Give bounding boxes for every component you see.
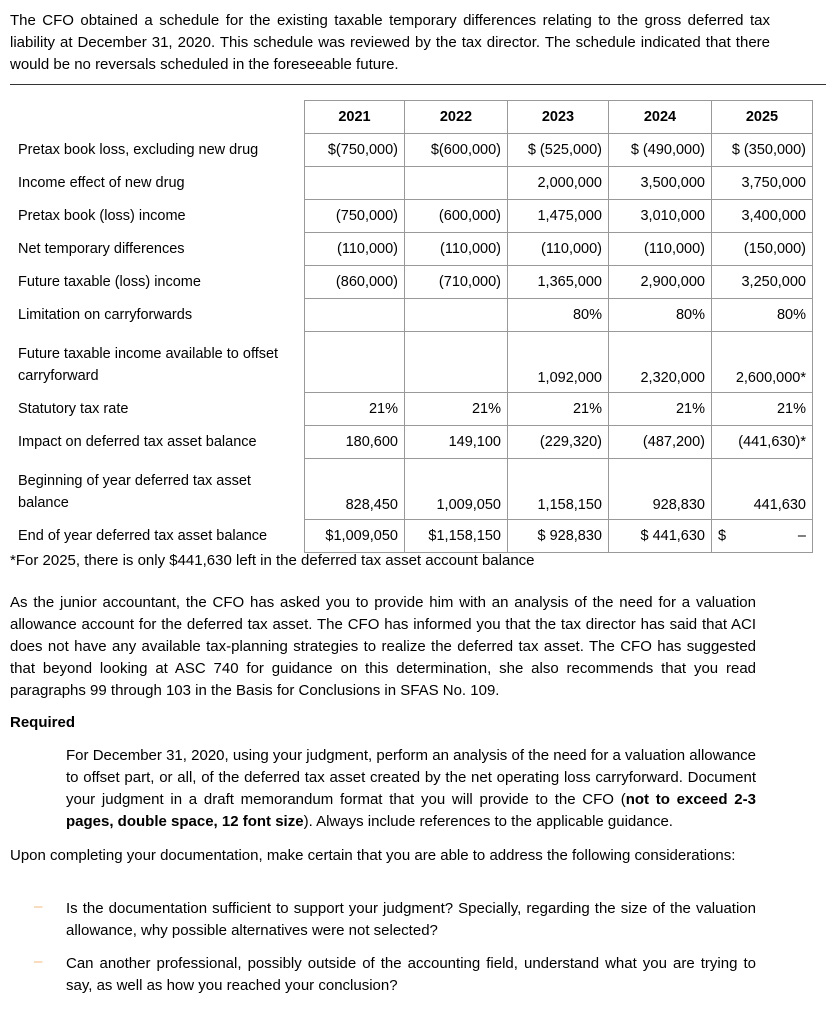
table-cell [712,520,813,553]
year-header: 2024 [609,101,712,134]
row-label: Future taxable income available to offset carryforward [18,345,279,384]
table-cell: 21% [609,393,712,426]
required-text [66,745,756,833]
table-cell: (110,000) [405,233,508,266]
required-text-bold: not to exceed 2-3 pages, double space, 12 font size [66,791,756,830]
table-row [10,393,813,426]
table-cell: $1,158,150 [405,520,508,553]
table-cell: $1,009,050 [305,520,405,553]
schedule-table [10,100,813,553]
required-text-start: For December 31, 2020, using your judgment, perform an analysis of the need for a valuation allowance to offset part, or all, of the deferred tax asset created by the net operating loss carryforward. Document your judgment in a draft memorandum format that you will provide to the CFO ( [66,747,756,808]
bullet-dash-icon: – [34,953,43,970]
row-label: Pretax book (loss) income [18,208,186,224]
row-label: Net temporary differences [18,241,185,257]
considerations-intro: Upon completing your documentation, make certain that you are able to address the following considerations: [10,847,736,864]
table-cell: 80% [508,299,609,332]
table-cell: $ 441,630 [609,520,712,553]
table-cell: 3,400,000 [712,200,813,233]
table-cell: 2,320,000 [609,332,712,393]
table-row [10,520,813,553]
intro-paragraph: The CFO obtained a schedule for the existing taxable temporary differences relating to the gross deferred tax liability at December 31, 2020. This schedule was reviewed by the tax director. The schedule indicated that there would be no reversals scheduled in the foreseeable future. [10,12,770,73]
table-cell: $ (350,000) [712,134,813,167]
table-cell: 21% [712,393,813,426]
table-cell: (110,000) [609,233,712,266]
table-cell [305,167,405,200]
row-label: Impact on deferred tax asset balance [18,434,257,450]
table-cell: 1,009,050 [405,459,508,520]
row-label: Pretax book loss, excluding new drug [18,142,259,158]
dollar-sign: $ [718,528,727,544]
table-cell: $ (490,000) [609,134,712,167]
table-row [10,266,813,299]
table-cell: 3,500,000 [609,167,712,200]
table-cell: 21% [508,393,609,426]
table-cell: 1,475,000 [508,200,609,233]
row-label: End of year deferred tax asset balance [18,528,268,544]
table-row [10,426,813,459]
table-cell [405,299,508,332]
zero-dash: – [797,528,806,544]
required-text-end: ). Always include references to the applicable guidance. [303,813,673,830]
year-header: 2022 [405,101,508,134]
table-cell: 1,158,150 [508,459,609,520]
row-label: Statutory tax rate [18,401,129,417]
table-cell: 180,600 [305,426,405,459]
bullet-dash-icon: – [34,898,43,915]
table-cell: $(750,000) [305,134,405,167]
table-cell: 1,365,000 [508,266,609,299]
table-cell [405,167,508,200]
required-heading: Required [10,714,76,731]
footnote: *For 2025, there is only $441,630 left in the deferred tax asset account balance [10,552,535,569]
table-row [10,134,813,167]
table-cell: 21% [405,393,508,426]
table-cell: 2,900,000 [609,266,712,299]
table-cell: 3,010,000 [609,200,712,233]
table-cell: 1,092,000 [508,332,609,393]
table-cell: 3,750,000 [712,167,813,200]
table-cell [305,332,405,393]
table-cell: $(600,000) [405,134,508,167]
table-cell: (110,000) [305,233,405,266]
table-cell: (710,000) [405,266,508,299]
table-cell: (441,630)* [712,426,813,459]
table-cell: (860,000) [305,266,405,299]
table-row [10,233,813,266]
row-label: Income effect of new drug [18,175,185,191]
table-cell: 3,250,000 [712,266,813,299]
instructions-paragraph: As the junior accountant, the CFO has asked you to provide him with an analysis of the need for a valuation allowance account for the deferred tax asset. The CFO has informed you that the tax director has said that ACI does not have any available tax-planning strategies to realize the deferred tax asset. The CFO has suggested that beyond looking at ASC 740 for guidance on this determination, she also recommends that you read paragraphs 99 through 103 in the Basis for Conclusions in SFAS No. 109. [10,594,756,699]
table-row [10,332,813,393]
row-label: Beginning of year deferred tax asset balance [18,472,251,511]
table-cell: 2,000,000 [508,167,609,200]
table-cell: 80% [609,299,712,332]
year-header: 2023 [508,101,609,134]
top-divider [10,84,826,85]
year-header: 2025 [712,101,813,134]
table-row [10,459,813,520]
table-cell: 149,100 [405,426,508,459]
table-cell: 828,450 [305,459,405,520]
table-cell [305,299,405,332]
table-cell: (110,000) [508,233,609,266]
table-cell: 2,600,000* [712,332,813,393]
table-cell: (600,000) [405,200,508,233]
table-cell [405,332,508,393]
list-item-text: Can another professional, possibly outside of the accounting field, understand what you are trying to say, as well as how you reached your conclusion? [66,955,756,994]
table-header-row [10,101,813,134]
table-cell: $ 928,830 [508,520,609,553]
table-cell: (750,000) [305,200,405,233]
list-item-text: Is the documentation sufficient to support your judgment? Specially, regarding the size of the valuation allowance, why possible alternatives were not selected? [66,900,756,939]
table-row [10,200,813,233]
year-header: 2021 [305,101,405,134]
table-cell: $ (525,000) [508,134,609,167]
table-row [10,299,813,332]
table-cell: 80% [712,299,813,332]
table-row [10,167,813,200]
row-label: Limitation on carryforwards [18,307,193,323]
row-label: Future taxable (loss) income [18,274,201,290]
table-cell: 928,830 [609,459,712,520]
table-cell: (487,200) [609,426,712,459]
table-cell: (150,000) [712,233,813,266]
table-cell: 441,630 [712,459,813,520]
table-cell: (229,320) [508,426,609,459]
table-cell: 21% [305,393,405,426]
